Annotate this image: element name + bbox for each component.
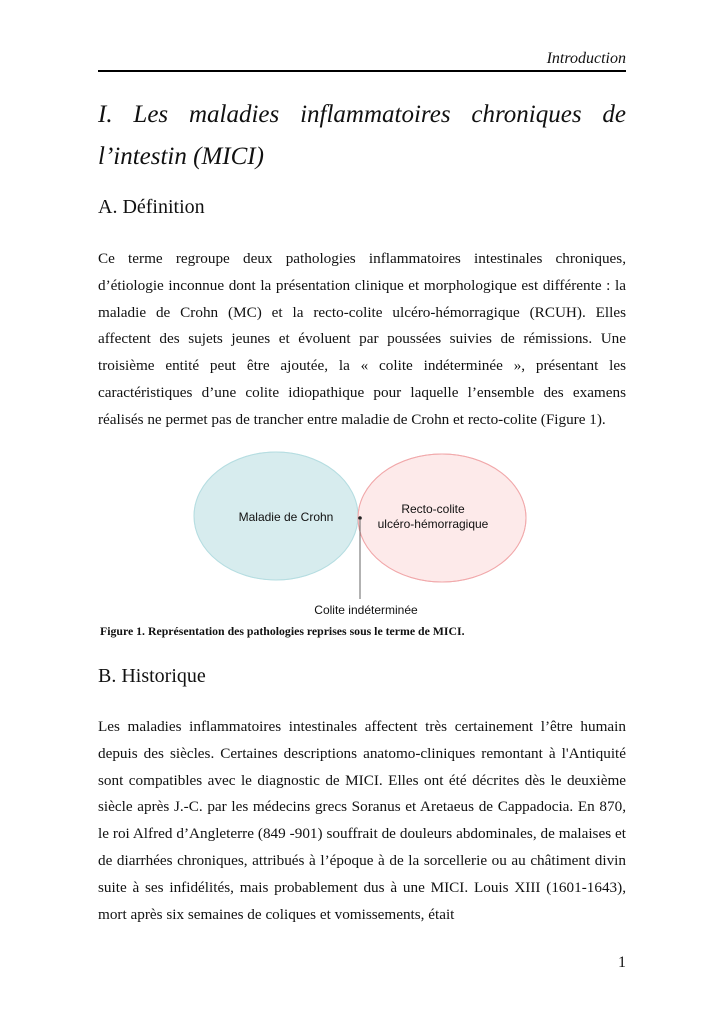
section-b-title: B. Historique xyxy=(98,665,206,687)
chapter-title: I. Les maladies inflammatoires chroniques de l’intestin (MICI) xyxy=(98,101,626,170)
rcuh-label-line2: ulcéro-hémorragique xyxy=(377,517,489,531)
section-a-title: A. Définition xyxy=(98,196,205,218)
crohn-label: Maladie de Crohn xyxy=(238,510,334,524)
overlap-pointer-dot xyxy=(358,516,362,520)
figure-caption: Figure 1. Représentation des pathologies reprises sous le terme de MICI. xyxy=(100,624,465,638)
rcuh-label-line1: Recto-colite xyxy=(401,502,465,516)
page-number: 1 xyxy=(618,954,626,971)
historique-paragraph: Les maladies inflammatoires intestinales affectent très certainement l’être humain depuis des siècles. Certaines descriptions anatomo-cliniques remontant à l'Antiquité sont compatibles avec le diagnostic de MICI. Elles ont été décrites dès le deuxième siècle après J.-C. par les médecins grecs Soranus et Aretaeus de Cappadocia. En 870, le roi Alfred d’Angleterre (849 -901) souffrait de douleurs abdominales, de malaises et de diarrhées chroniques, attribués à l’époque à de la sorcellerie ou au châtiment divin suite à ses infidélités, mais probablement dus à une MICI. Louis XIII (1601-1643), mort après six semaines de coliques et vomissements, était xyxy=(98,718,626,923)
definition-paragraph: Ce terme regroupe deux pathologies inflammatoires intestinales chroniques, d’étiologie inconnue dont la présentation clinique et morphologique est différente : la maladie de Crohn (MC) et la recto-colite ulcéro-hémorragique (RCUH). Elles affectent des sujets jeunes et évoluent par poussées suivies de rémissions. Une troisième entité peut être ajoutée, la « colite indéterminée », présentant les caractéristiques d’une colite idiopathique pour laquelle l’ensemble des examens réalisés ne permet pas de trancher entre maladie de Crohn et recto-colite (Figure 1). xyxy=(98,250,626,428)
overlap-label: Colite indéterminée xyxy=(314,603,418,617)
running-header: Introduction xyxy=(546,50,626,67)
header-rule xyxy=(98,70,626,72)
venn-diagram xyxy=(180,446,540,622)
